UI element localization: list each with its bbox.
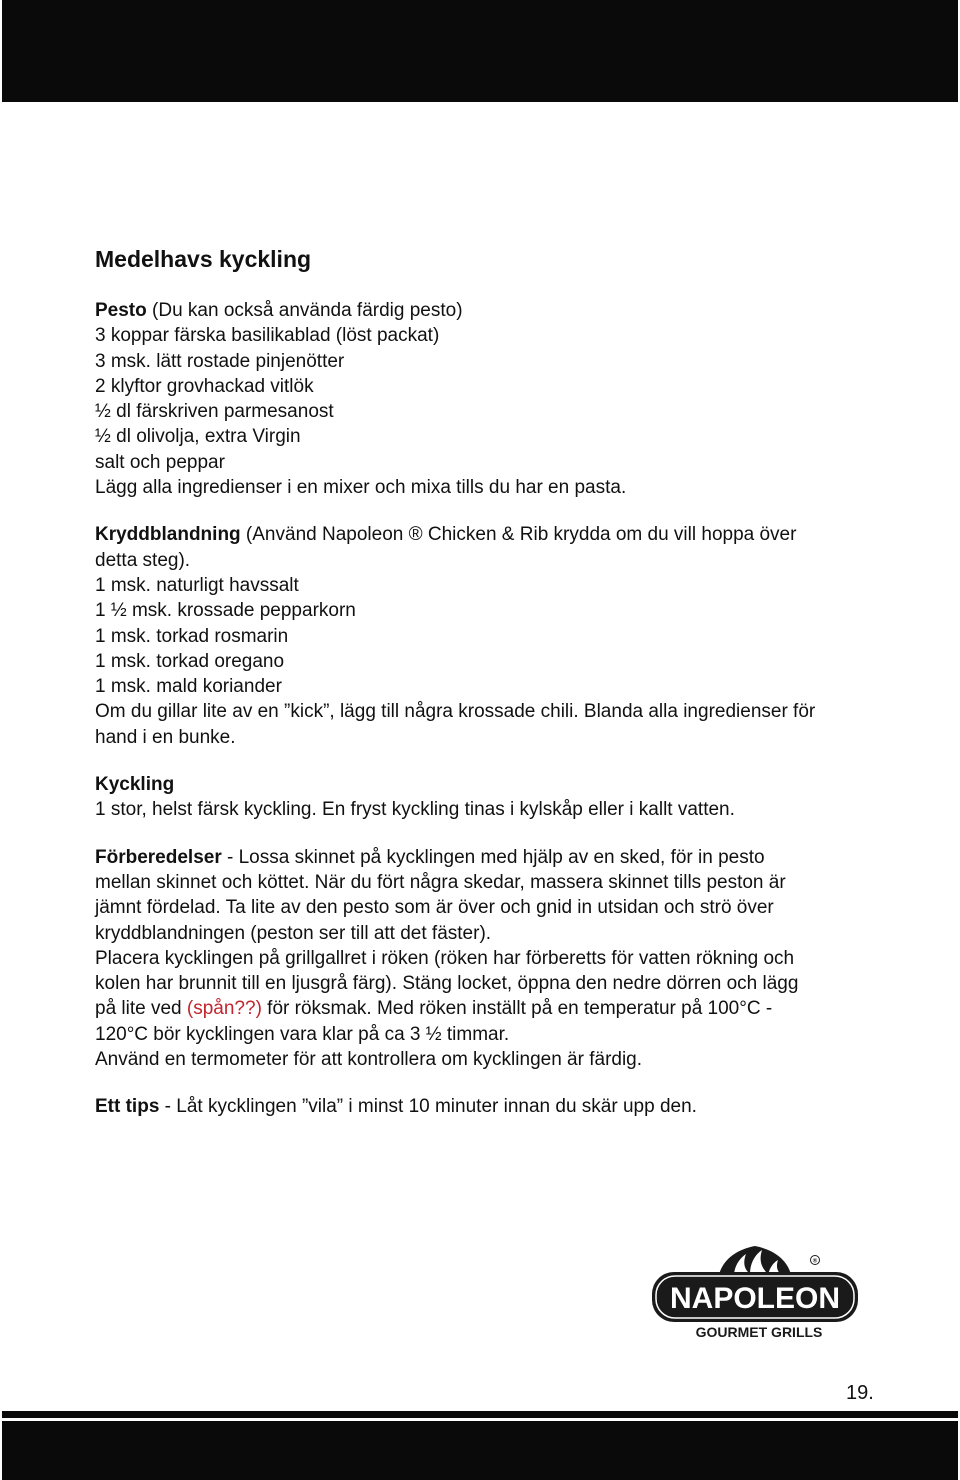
top-black-bar — [2, 0, 958, 102]
logo-tagline: GOURMET GRILLS — [695, 1324, 823, 1340]
pesto-heading: Pesto — [95, 300, 147, 321]
kryddblandning-line: 1 msk. mald koriander — [95, 676, 282, 698]
forberedelser-line: Använd en termometer för att kontrollera om kycklingen är färdig. — [95, 1049, 643, 1071]
forberedelser-line: kolen har brunnit till en ljusgrå färg). Stäng locket, öppna den nedre dörren och lägg — [95, 973, 799, 995]
editor-note-red: (spån??) — [186, 998, 262, 1020]
recipe-title: Medelhavs kyckling — [95, 246, 312, 272]
pesto-line: ½ dl färskriven parmesanost — [95, 401, 334, 423]
forberedelser-line: jämnt fördelad. Ta lite av den pesto som är över och gnid in utsidan och strö över — [95, 897, 774, 919]
pesto-line: 3 msk. lätt rostade pinjenötter — [95, 350, 345, 372]
kryddblandning-line: hand i en bunke. — [95, 726, 236, 748]
kryddblandning-line: 1 msk. torkad rosmarin — [95, 625, 289, 647]
kryddblandning-heading-line — [95, 522, 915, 547]
forberedelser-line: mellan skinnet och köttet. När du fört några skedar, massera skinnet tills peston är — [95, 871, 786, 893]
kyckling-section — [95, 772, 915, 823]
forberedelser-line: 120°C bör kycklingen vara klar på ca 3 ½ timmar. — [95, 1023, 510, 1045]
forberedelser-text: för röksmak. Med röken inställt på en temperatur på 100°C - — [261, 998, 773, 1020]
kryddblandning-heading-note: (Använd Napoleon ® Chicken & Rib krydda om du vill hoppa över — [240, 524, 797, 546]
forberedelser-heading: Förberedelser — [95, 846, 222, 868]
pesto-heading-note: (Du kan också använda färdig pesto) — [146, 300, 463, 321]
bottom-rule — [2, 1411, 958, 1418]
kryddblandning-line: 1 ½ msk. krossade pepparkorn — [95, 600, 356, 622]
pesto-line: 2 klyftor grovhackad vitlök — [95, 375, 314, 397]
kyckling-line: 1 stor, helst färsk kyckling. En fryst kyckling tinas i kylskåp eller i kallt vatten. — [95, 799, 735, 821]
kryddblandning-heading: Kryddblandning — [95, 524, 241, 546]
pesto-section — [95, 298, 915, 500]
pesto-line: Lägg alla ingredienser i en mixer och mixa tills du har en pasta. — [95, 477, 627, 499]
pesto-heading-line — [95, 298, 915, 323]
forberedelser-line: kryddblandningen (peston ser till att det fäster). — [95, 922, 492, 944]
pesto-line: 3 koppar färska basilikablad (löst packat) — [95, 325, 440, 347]
kyckling-heading: Kyckling — [95, 774, 175, 796]
recipe-content — [95, 244, 915, 1120]
page-number: 19. — [846, 1382, 874, 1404]
napoleon-logo — [650, 1228, 860, 1344]
kryddblandning-section — [95, 522, 915, 750]
forberedelser-text: på lite ved — [95, 998, 187, 1020]
registered-mark: ® — [812, 1258, 818, 1265]
tips-section — [95, 1094, 915, 1119]
logo-brand-text: NAPOLEON — [669, 1282, 841, 1315]
kryddblandning-line: 1 msk. torkad oregano — [95, 650, 285, 672]
kryddblandning-line: 1 msk. naturligt havssalt — [95, 574, 299, 596]
tips-text: - Låt kycklingen ”vila” i minst 10 minuter innan du skär upp den. — [159, 1096, 697, 1118]
bottom-black-bar — [2, 1421, 958, 1480]
forberedelser-heading-line — [95, 845, 915, 870]
kryddblandning-heading-note-cont: detta steg). — [95, 549, 191, 571]
forberedelser-line-with-note — [95, 996, 915, 1021]
forberedelser-line: Placera kycklingen på grillgallret i röken (röken har förberetts för vatten rökning och — [95, 947, 795, 969]
tips-heading: Ett tips — [95, 1096, 160, 1118]
tips-line — [95, 1094, 915, 1119]
forberedelser-section — [95, 845, 915, 1073]
pesto-line: salt och peppar — [95, 451, 225, 473]
kryddblandning-line: Om du gillar lite av en ”kick”, lägg till några krossade chili. Blanda alla ingredienser för — [95, 701, 816, 723]
pesto-line: ½ dl olivolja, extra Virgin — [95, 426, 301, 448]
forberedelser-line-rest: - Lossa skinnet på kycklingen med hjälp av en sked, för in pesto — [221, 846, 765, 868]
